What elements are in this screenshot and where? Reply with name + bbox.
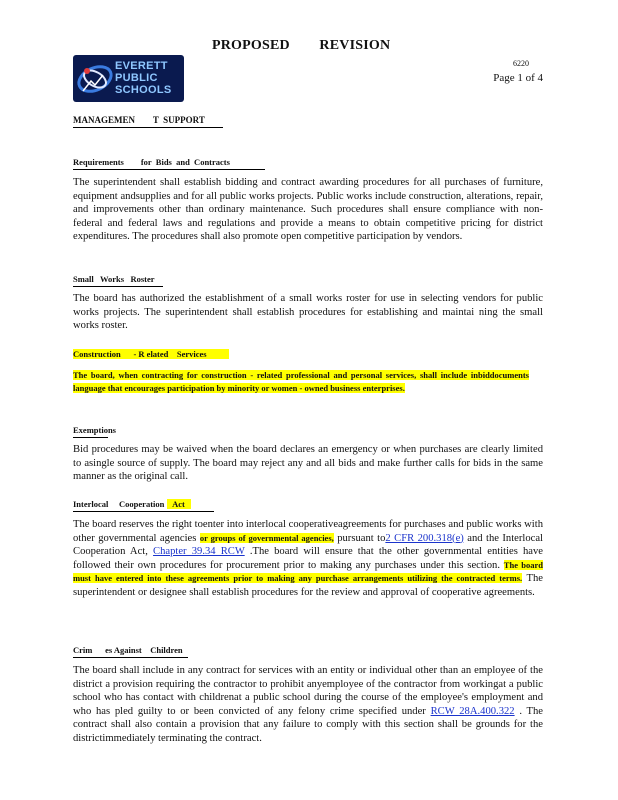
requirements-heading: Requirements for Bids and Contracts xyxy=(73,157,265,170)
exemptions-heading: Exemptions xyxy=(73,425,116,438)
rcw-39-34-link[interactable]: Chapter 39.34 RCW xyxy=(153,546,245,558)
construction-paragraph: The board, when contracting for construction - related professional and personal services, shall include inbiddocuments language that encourages participation by minority or women - owned business enterprises. xyxy=(73,370,529,393)
construction-heading: Construction - R elated Services xyxy=(73,349,229,359)
rcw-28a-link[interactable]: RCW 28A.400.322 xyxy=(430,705,515,717)
interlocal-highlight-2: The board must have entered into these agreements prior to making any purchase arrangements utilizing the contracted terms. xyxy=(73,559,543,584)
section-title: MANAGEMEN T SUPPORT xyxy=(73,115,205,125)
document-title: PROPOSED REVISION xyxy=(212,38,391,53)
small-works-paragraph: The board has authorized the establishment of a small works roster for use in selecting vendors for public works projects. The superintendent shall establish procedures for establishing and maintai ning the small works roster. xyxy=(73,293,543,332)
page-number: Page 1 of 4 xyxy=(493,72,543,84)
policy-number: 6220 xyxy=(513,59,529,68)
interlocal-highlight-1: or groups of governmental agencies, xyxy=(199,532,334,543)
section-title-underline xyxy=(73,127,223,128)
crimes-heading: Crim es Against Children xyxy=(73,645,188,658)
interlocal-heading-highlight: Act xyxy=(167,499,191,509)
logo-text: EVERETT PUBLIC SCHOOLS xyxy=(115,60,172,96)
cfr-link[interactable]: 2 CFR 200.318(e) xyxy=(385,532,464,544)
requirements-paragraph: The superintendent shall establish bidding and contract awarding procedures for all purchases of furniture, equipment andsupplies and for all public works projects. Public works include construction, alterations, repair, and improvements other than ordinary maintenance. Such procedures shall ensure compliance with non-federal and federal laws and regulations and provide a means to obtain competitive pricing for district expenditures. The procedures shall also promote open competitive participation by vendors. xyxy=(73,177,543,243)
interlocal-heading: Interlocal Cooperation Act xyxy=(73,499,214,512)
small-works-heading: Small Works Roster xyxy=(73,274,163,287)
interlocal-paragraph: The board reserves the right toenter into interlocal cooperativeagreements for purchases and public works with other governmental agencies or groups of governmental agencies, pursuant to2 CFR 200.318(e) and the Interlocal Cooperation Act, Chapter 39.34 RCW .The board will ensure that the other governmental entities have followed their own procedures for procurement prior to making any purchases under this section. The board must have entered into these agreements prior to making any purchase arrangements utilizing the contracted terms. The superintendent or designee shall establish procedures for the review and approval of cooperative agreements. xyxy=(73,519,544,598)
swoosh-icon xyxy=(73,55,117,102)
district-logo xyxy=(73,55,184,102)
exemptions-paragraph: Bid procedures may be waived when the board declares an emergency or when purchases are clearly limited to asingle source of supply. The board may reject any and all bids and make further calls for bids in the same manner as the original call. xyxy=(73,444,543,483)
crimes-paragraph: The board shall include in any contract for services with an entity or individual other than an employee of the district a provision requiring the contractor to prohibit anyemployee of the contractor from workingat a public school who has contact with childrenat a public school during the course of the employee's employment and who has pled guilty to or been convicted of any felony crime specified under RCW 28A.400.322 . The contract shall also contain a provision that any failure to comply with this section shall be grounds for the districtimmediately terminating the contract. xyxy=(73,665,543,744)
